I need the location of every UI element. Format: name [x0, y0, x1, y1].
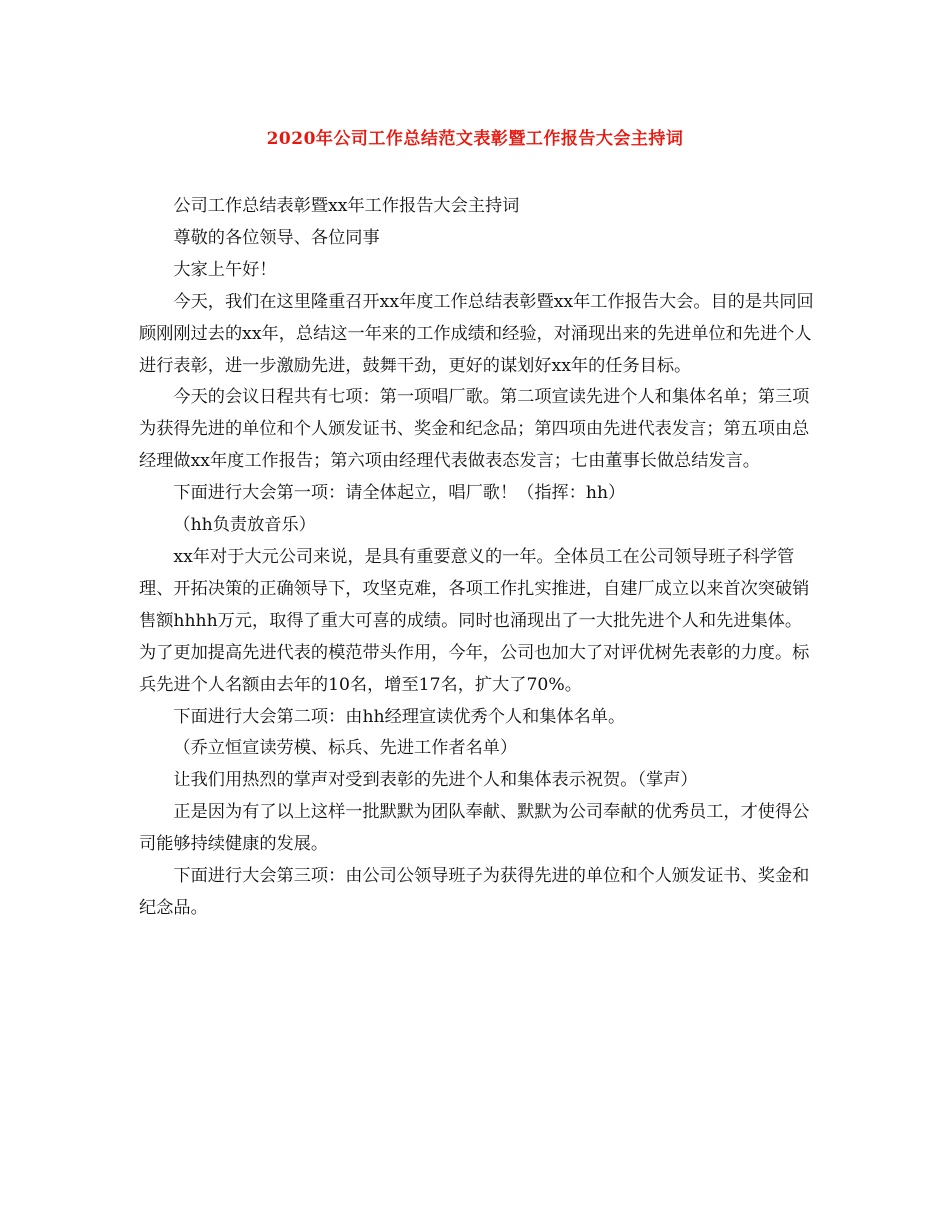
document-title: 2020年公司工作总结范文表彰暨工作报告大会主持词 [266, 129, 684, 149]
paragraph-agenda: 今天的会议日程共有七项：第一项唱厂歌。第二项宣读先进个人和集体名单；第三项为获得先进的单位和个人颁发证书、奖金和纪念品；第四项由先进代表发言；第五项由总经理做xx年度工作报告；第六项由经理代表做表态发言；七由董事长做总结发言。 [139, 387, 810, 472]
paragraph-salutation: 尊敬的各位领导、各位同事 [173, 227, 380, 248]
paragraph-item-one: 下面进行大会第一项：请全体起立，唱厂歌！（指挥：hh） [173, 483, 626, 504]
paragraph-music-note: （hh负责放音乐） [173, 515, 316, 536]
paragraph-year-review: xx年对于大元公司来说，是具有重要意义的一年。全体员工在公司领导班子科学管理、开拓决策的正确领导下，攻坚克难，各项工作扎实推进，自建厂成立以来首次突破销售额hhhh万元，取得了重大可喜的成绩。同时也涌现出了一大批先进个人和先进集体。为了更加提高先进代表的模范带头作用，今年，公司也加大了对评优树先表彰的力度。标兵先进个人名额由去年的10名，增至17名，扩大了70%。 [139, 546, 810, 695]
paragraph-heading: 公司工作总结表彰暨xx年工作报告大会主持词 [173, 196, 520, 216]
paragraph-item-two: 下面进行大会第二项：由hh经理宣读优秀个人和集体名单。 [173, 706, 626, 727]
paragraph-list-reading: （乔立恒宣读劳模、标兵、先进工作者名单） [173, 738, 518, 759]
paragraph-dedication: 正是因为有了以上这样一批默默为团队奉献、默默为公司奉献的优秀员工，才使得公司能够持续健康的发展。 [139, 802, 810, 855]
paragraph-applause: 让我们用热烈的掌声对受到表彰的先进个人和集体表示祝贺。（掌声） [173, 770, 698, 791]
paragraph-purpose: 今天，我们在这里隆重召开xx年度工作总结表彰暨xx年工作报告大会。目的是共同回顾刚刚过去的xx年，总结这一年来的工作成绩和经验，对涌现出来的先进单位和先进个人进行表彰，进一步激励先进，鼓舞干劲，更好的谋划好xx年的任务目标。 [139, 291, 814, 376]
document-body [139, 191, 817, 925]
paragraph-item-three: 下面进行大会第三项：由公司公领导班子为获得先进的单位和个人颁发证书、奖金和纪念品。 [139, 866, 810, 918]
paragraph-greeting: 大家上午好！ [173, 259, 277, 280]
